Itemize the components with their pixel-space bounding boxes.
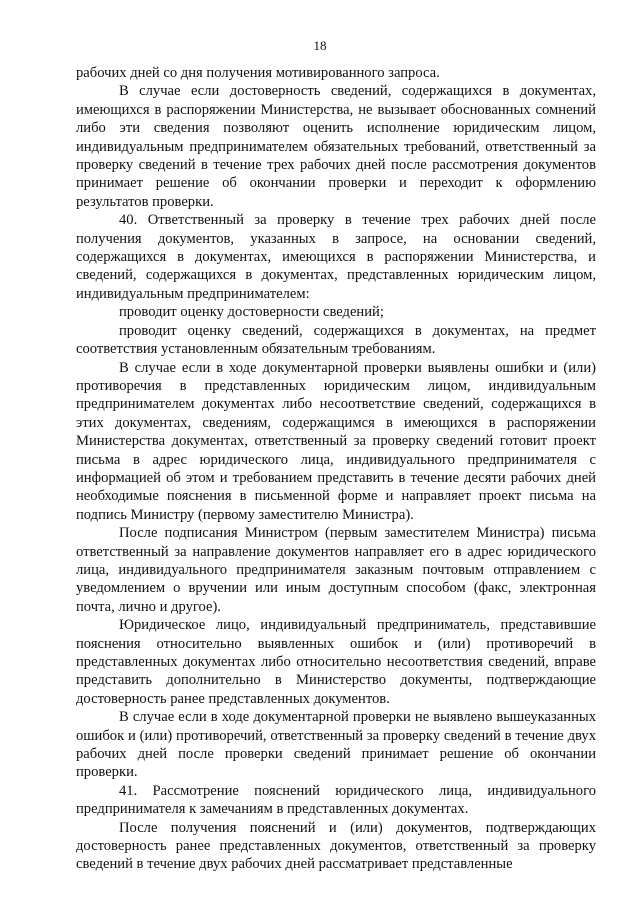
page-number: 18 <box>313 38 327 53</box>
document-body <box>76 64 596 874</box>
paragraph: Юридическое лицо, индивидуальный предприниматель, представившие пояснения относительно выявленных ошибок и (или) противоречий в представленных документах либо относительно несоответствия сведений, вправе представить дополнительно в Министерство документы, подтверждающие достоверность ранее представленных документов. <box>76 617 596 707</box>
paragraph-continuation: рабочих дней со дня получения мотивированного запроса. <box>76 65 440 81</box>
paragraph: В случае если достоверность сведений, содержащихся в документах, имеющихся в распоряжении Министерства, не вызывает обоснованных сомнений либо эти сведения позволяют оценить исполнение юридическим лицом, индивидуальным предпринимателем обязательных требований, ответственный за проверку сведений в течение трех рабочих дней после рассмотрения документов принимает решение об окончании проверки и переходит к оформлению результатов проверки. <box>76 83 596 210</box>
paragraph-list-item: проводит оценку сведений, содержащихся в документах, на предмет соответствия установленным обязательным требованиям. <box>76 322 596 358</box>
paragraph-clause-40: 40. Ответственный за проверку в течение трех рабочих дней после получения документов, указанных в запросе, на основании сведений, содержащихся в документах, имеющихся в распоряжении Министерства, и сведений, содержащихся в документах, представленных юридическим лицом, индивидуальным предпринимателем: <box>76 212 596 302</box>
paragraph: В случае если в ходе документарной проверки выявлены ошибки и (или) противоречия в представленных юридическим лицом, индивидуальным предпринимателем документах либо несоответствие сведений, содержащихся в этих документах, сведениям, содержащимся в имеющихся в распоряжении Министерства документах, ответственный за проверку сведений готовит проект письма в адрес юридического лица, индивидуального предпринимателя с информацией об этом и требованием представить в течение десяти рабочих дней необходимые пояснения в письменной форме и направляет проект письма на подпись Министру (первому заместителю Министра). <box>76 359 596 523</box>
paragraph-clause-41: 41. Рассмотрение пояснений юридического лица, индивидуального предпринимателя к замечаниям в представленных документах. <box>76 782 596 818</box>
paragraph-list-item: проводит оценку достоверности сведений; <box>119 304 384 321</box>
paragraph: После получения пояснений и (или) документов, подтверждающих достоверность ранее представленных документов, ответственный за проверку сведений в течение двух рабочих дней рассматривает представленные <box>76 819 596 873</box>
paragraph: После подписания Министром (первым заместителем Министра) письма ответственный за направление документов направляет его в адрес юридического лица, индивидуального предпринимателя заказным почтовым отправлением с уведомлением о вручении или иным доступным способом (факс, электронная почта, лично и другое). <box>76 525 596 615</box>
paragraph: В случае если в ходе документарной проверки не выявлено вышеуказанных ошибок и (или) противоречий, ответственный за проверку сведений в течение двух рабочих дней после проверки сведений принимает решение об окончании проверки. <box>76 709 596 781</box>
